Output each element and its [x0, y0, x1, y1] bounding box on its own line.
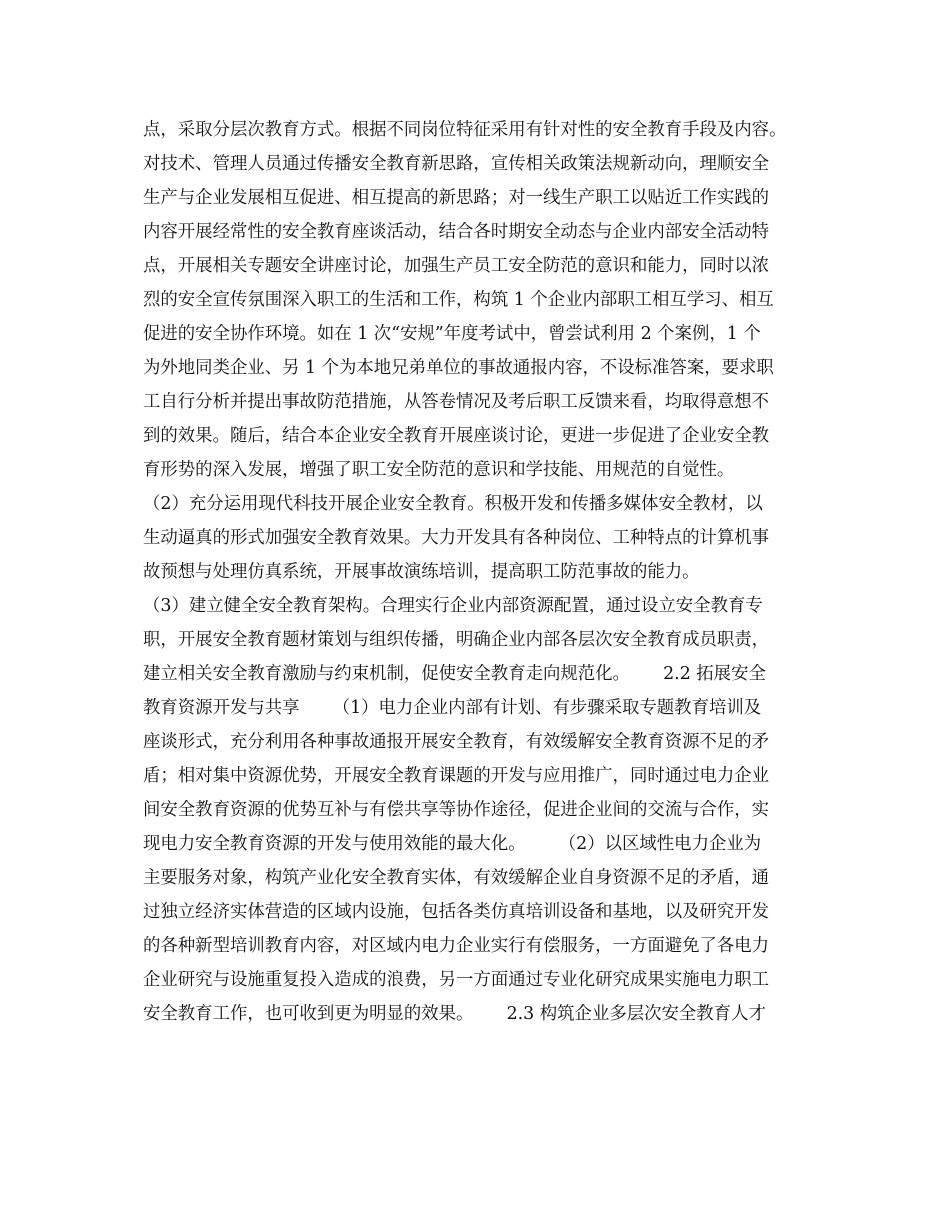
text-line: 促进的安全协作环境。如在 1 次“安规”年度考试中，曾尝试利用 2 个案例，1 个 [143, 324, 761, 344]
text-line: 安全教育工作，也可收到更为明显的效果。 2.3 构筑企业多层次安全教育人才 [143, 1004, 766, 1024]
text-line: 内容开展经常性的安全教育座谈活动，结合各时期安全动态与企业内部安全活动特 [143, 222, 770, 242]
text-line: 建立相关安全教育激励与约束机制，促使安全教育走向规范化。 2.2 拓展安全 [143, 664, 766, 684]
text-line: 为外地同类企业、另 1 个为本地兄弟单位的事故通报内容，不设标准答案，要求职 [143, 358, 774, 378]
text-line: 点，采取分层次教育方式。根据不同岗位特征采用有针对性的安全教育手段及内容。 [143, 120, 787, 140]
text-line: 现电力安全教育资源的开发与使用效能的最大化。 （2）以区域性电力企业为 [143, 834, 762, 854]
text-line: 工自行分析并提出事故防范措施，从答卷情况及考后职工反馈来看，均取得意想不 [143, 392, 770, 412]
text-line: （3）建立健全安全教育架构。合理实行企业内部资源配置，通过设立安全教育专 [143, 596, 763, 616]
text-line: （2）充分运用现代科技开展企业安全教育。积极开发和传播多媒体安全教材，以 [143, 494, 763, 514]
text-line: 故预想与处理仿真系统，开展事故演练培训，提高职工防范事故的能力。 [143, 562, 700, 582]
text-line: 职，开展安全教育题材策划与组织传播，明确企业内部各层次安全教育成员职责， [143, 630, 770, 650]
text-line: 主要服务对象，构筑产业化安全教育实体，有效缓解企业自身资源不足的矛盾，通 [143, 868, 770, 888]
text-line: 对技术、管理人员通过传播安全教育新思路，宣传相关政策法规新动向，理顺安全 [143, 154, 770, 174]
text-line: 间安全教育资源的优势互补与有偿共享等协作途径，促进企业间的交流与合作，实 [143, 800, 770, 820]
text-line: 过独立经济实体营造的区域内设施，包括各类仿真培训设备和基地，以及研究开发 [143, 902, 770, 922]
text-line: 育形势的深入发展，增强了职工安全防范的意识和学技能、用规范的自觉性。 [143, 460, 735, 480]
text-line: 生动逼真的形式加强安全教育效果。大力开发具有各种岗位、工种特点的计算机事 [143, 528, 770, 548]
text-line: 到的效果。随后，结合本企业安全教育开展座谈讨论，更进一步促进了企业安全教 [143, 426, 770, 446]
text-line: 教育资源开发与共享 （1）电力企业内部有计划、有步骤采取专题教育培训及 [143, 698, 762, 718]
text-line: 的各种新型培训教育内容，对区域内电力企业实行有偿服务，一方面避免了各电力 [143, 936, 770, 956]
body-text [143, 113, 823, 1031]
text-line: 生产与企业发展相互促进、相互提高的新思路；对一线生产职工以贴近工作实践的 [143, 188, 770, 208]
text-line: 点，开展相关专题安全讲座讨论，加强生产员工安全防范的意识和能力，同时以浓 [143, 256, 770, 276]
text-line: 烈的安全宣传氛围深入职工的生活和工作，构筑 1 个企业内部职工相互学习、相互 [143, 290, 774, 310]
text-line: 盾；相对集中资源优势，开展安全教育课题的开发与应用推广，同时通过电力企业 [143, 766, 770, 786]
text-line: 座谈形式，充分利用各种事故通报开展安全教育，有效缓解安全教育资源不足的矛 [143, 732, 770, 752]
text-line: 企业研究与设施重复投入造成的浪费，另一方面通过专业化研究成果实施电力职工 [143, 970, 770, 990]
